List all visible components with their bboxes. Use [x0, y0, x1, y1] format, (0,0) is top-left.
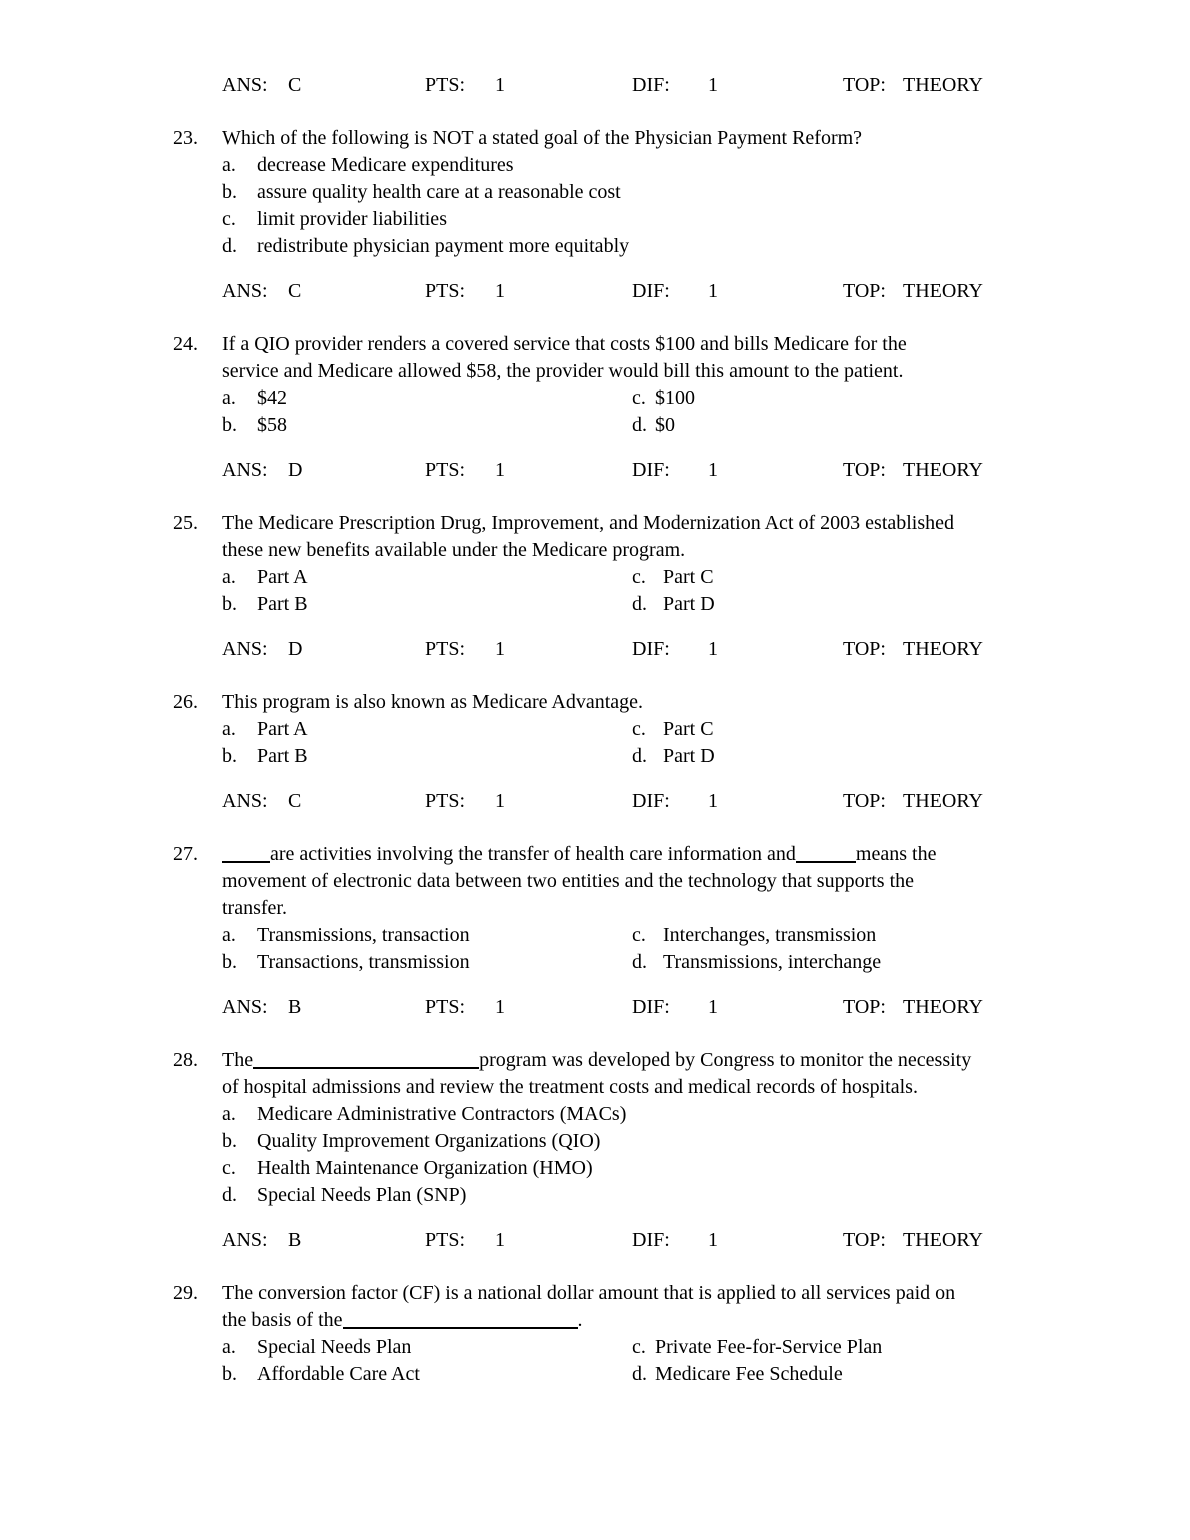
answer-row [222, 994, 1150, 1021]
option-letter: c. [632, 566, 646, 588]
pts-label: PTS: [425, 459, 466, 481]
option-letter: b. [222, 593, 237, 615]
option-row [222, 716, 1150, 743]
answer-row [222, 788, 1150, 815]
option-letter: a. [222, 1336, 236, 1358]
question-25 [173, 510, 1150, 663]
dif-label: DIF: [632, 638, 670, 660]
option-letter: c. [632, 387, 646, 409]
question-number: 25. [173, 512, 198, 534]
top-label: TOP: [843, 638, 886, 660]
question-text: If a QIO provider renders a covered service that costs $100 and bills Medicare for the [222, 333, 907, 355]
option-row [222, 743, 1150, 770]
pts-label: PTS: [425, 790, 466, 812]
top-label: TOP: [843, 790, 886, 812]
question-text: transfer. [222, 897, 287, 919]
option-text: Part D [663, 593, 715, 615]
fill-in-blank [343, 1307, 578, 1329]
option-d [632, 412, 675, 439]
option-text: redistribute physician payment more equitably [257, 235, 630, 257]
option-letter: d. [632, 951, 647, 973]
top-value: THEORY [903, 638, 983, 660]
answer-row [222, 636, 1150, 663]
option-letter: b. [222, 1130, 237, 1152]
option-text: Special Needs Plan (SNP) [257, 1184, 467, 1206]
dif-label: DIF: [632, 790, 670, 812]
option-letter: a. [222, 718, 236, 740]
option-text: $42 [257, 387, 287, 409]
top-label: TOP: [843, 74, 886, 96]
option-a [222, 152, 1150, 179]
question-number: 23. [173, 127, 198, 149]
fill-in-blank [253, 1047, 479, 1069]
option-c [222, 206, 1150, 233]
option-b [222, 179, 1150, 206]
question-text: service and Medicare allowed $58, the provider would bill this amount to the patient. [222, 360, 904, 382]
option-c [222, 1155, 1150, 1182]
option-letter: a. [222, 566, 236, 588]
option-letter: d. [632, 593, 647, 615]
option-text: limit provider liabilities [257, 208, 447, 230]
question-number: 29. [173, 1282, 198, 1304]
option-text: decrease Medicare expenditures [257, 154, 514, 176]
question-text [222, 1307, 1150, 1334]
dif-value: 1 [708, 459, 718, 481]
option-letter: d. [632, 1363, 647, 1385]
ans-value: C [288, 74, 302, 96]
option-text: Part A [257, 566, 308, 588]
option-a [222, 1334, 632, 1361]
option-c [632, 716, 714, 743]
option-text: Part D [663, 745, 715, 767]
option-b [222, 1128, 1150, 1155]
option-letter: d. [632, 414, 647, 436]
question-text-segment: are activities involving the transfer of health care information and [270, 843, 796, 865]
option-d [632, 949, 881, 976]
option-row [222, 591, 1150, 618]
option-row [222, 385, 1150, 412]
question-23 [173, 125, 1150, 305]
question-text: these new benefits available under the Medicare program. [222, 539, 686, 561]
top-label: TOP: [843, 459, 886, 481]
option-row [222, 949, 1150, 976]
ans-value: D [288, 459, 303, 481]
option-c [632, 1334, 882, 1361]
question-number: 28. [173, 1049, 198, 1071]
pts-label: PTS: [425, 638, 466, 660]
question-number: 24. [173, 333, 198, 355]
question-text: movement of electronic data between two entities and the technology that supports the [222, 870, 915, 892]
option-letter: a. [222, 1103, 236, 1125]
answer-row [222, 1227, 1150, 1254]
option-c [632, 385, 695, 412]
answer-row [222, 72, 1150, 99]
ans-value: D [288, 638, 303, 660]
dif-label: DIF: [632, 1229, 670, 1251]
option-text: Medicare Fee Schedule [655, 1363, 843, 1385]
option-letter: b. [222, 181, 237, 203]
ans-label: ANS: [222, 996, 268, 1018]
pts-value: 1 [495, 280, 505, 302]
option-d [222, 233, 1150, 260]
option-a [222, 564, 632, 591]
answer-row [222, 278, 1150, 305]
option-row [222, 1361, 1150, 1388]
option-letter: c. [632, 924, 646, 946]
question-26 [173, 689, 1150, 815]
option-d [632, 1361, 843, 1388]
dif-label: DIF: [632, 459, 670, 481]
option-d [222, 1182, 1150, 1209]
question-28 [173, 1047, 1150, 1254]
option-text: Medicare Administrative Contractors (MACs) [257, 1103, 627, 1125]
pts-label: PTS: [425, 996, 466, 1018]
option-letter: d. [632, 745, 647, 767]
question-text: The conversion factor (CF) is a national dollar amount that is applied to all services paid on [222, 1282, 956, 1304]
option-letter: c. [632, 718, 646, 740]
option-letter: b. [222, 951, 237, 973]
top-label: TOP: [843, 280, 886, 302]
question-text: of hospital admissions and review the treatment costs and medical records of hospitals. [222, 1076, 918, 1098]
dif-value: 1 [708, 74, 718, 96]
pts-label: PTS: [425, 1229, 466, 1251]
option-letter: b. [222, 745, 237, 767]
option-text: Health Maintenance Organization (HMO) [257, 1157, 593, 1179]
option-a [222, 716, 632, 743]
option-b [222, 1361, 632, 1388]
option-text: Part B [257, 593, 308, 615]
option-text: Part A [257, 718, 308, 740]
top-label: TOP: [843, 1229, 886, 1251]
option-row [222, 564, 1150, 591]
pts-label: PTS: [425, 74, 466, 96]
option-letter: b. [222, 414, 237, 436]
option-b [222, 412, 632, 439]
fill-in-blank [222, 841, 270, 863]
pts-value: 1 [495, 790, 505, 812]
option-b [222, 591, 632, 618]
question-text-segment: means the [855, 843, 937, 865]
ans-label: ANS: [222, 74, 268, 96]
option-b [222, 949, 632, 976]
question-text: This program is also known as Medicare Advantage. [222, 691, 644, 713]
option-letter: d. [222, 235, 237, 257]
question-text [222, 1047, 1150, 1074]
pts-value: 1 [495, 1229, 505, 1251]
option-text: Private Fee-for-Service Plan [655, 1336, 883, 1358]
dif-value: 1 [708, 996, 718, 1018]
pts-value: 1 [495, 638, 505, 660]
question-text-segment: program was developed by Congress to monitor the necessity [479, 1049, 972, 1071]
question-number: 27. [173, 843, 198, 865]
top-label: TOP: [843, 996, 886, 1018]
option-d [632, 743, 715, 770]
ans-label: ANS: [222, 638, 268, 660]
option-text: Special Needs Plan [257, 1336, 412, 1358]
question-27 [173, 841, 1150, 1021]
ans-label: ANS: [222, 790, 268, 812]
option-text: $0 [655, 414, 675, 436]
ans-value: C [288, 280, 302, 302]
pts-value: 1 [495, 459, 505, 481]
ans-label: ANS: [222, 1229, 268, 1251]
question-text [222, 841, 1150, 868]
option-text: Interchanges, transmission [663, 924, 877, 946]
pts-value: 1 [495, 996, 505, 1018]
option-text: Transmissions, transaction [257, 924, 470, 946]
option-b [222, 743, 632, 770]
option-text: assure quality health care at a reasonable cost [257, 181, 621, 203]
answer-row [222, 457, 1150, 484]
option-text: Affordable Care Act [257, 1363, 420, 1385]
option-letter: a. [222, 924, 236, 946]
dif-value: 1 [708, 638, 718, 660]
pts-value: 1 [495, 74, 505, 96]
question-29 [173, 1280, 1150, 1388]
dif-label: DIF: [632, 74, 670, 96]
ans-label: ANS: [222, 280, 268, 302]
question-number: 26. [173, 691, 198, 713]
dif-label: DIF: [632, 996, 670, 1018]
option-letter: c. [222, 1157, 236, 1179]
ans-value: C [288, 790, 302, 812]
option-a [222, 922, 632, 949]
option-text: Part B [257, 745, 308, 767]
top-value: THEORY [903, 459, 983, 481]
question-24 [173, 331, 1150, 484]
option-c [632, 564, 714, 591]
option-row [222, 412, 1150, 439]
question-text: Which of the following is NOT a stated goal of the Physician Payment Reform? [222, 127, 863, 149]
option-text: $100 [655, 387, 695, 409]
option-text: Quality Improvement Organizations (QIO) [257, 1130, 601, 1152]
option-letter: a. [222, 387, 236, 409]
question-text: The Medicare Prescription Drug, Improvement, and Modernization Act of 2003 established [222, 512, 955, 534]
option-text: $58 [257, 414, 287, 436]
option-row [222, 1334, 1150, 1361]
option-text: Part C [663, 566, 714, 588]
question-text-segment: the basis of the [222, 1309, 343, 1331]
top-value: THEORY [903, 280, 983, 302]
option-a [222, 385, 632, 412]
option-letter: b. [222, 1363, 237, 1385]
option-text: Transmissions, interchange [663, 951, 882, 973]
option-letter: a. [222, 154, 236, 176]
option-text: Part C [663, 718, 714, 740]
option-letter: c. [222, 208, 236, 230]
dif-value: 1 [708, 280, 718, 302]
top-value: THEORY [903, 790, 983, 812]
option-letter: c. [632, 1336, 646, 1358]
ans-value: B [288, 996, 302, 1018]
pts-label: PTS: [425, 280, 466, 302]
ans-label: ANS: [222, 459, 268, 481]
question-text-segment: . [577, 1309, 583, 1331]
dif-label: DIF: [632, 280, 670, 302]
option-letter: d. [222, 1184, 237, 1206]
option-d [632, 591, 715, 618]
top-value: THEORY [903, 74, 983, 96]
option-text: Transactions, transmission [257, 951, 470, 973]
fill-in-blank [796, 841, 856, 863]
question-text-segment: The [222, 1049, 254, 1071]
top-value: THEORY [903, 1229, 983, 1251]
dif-value: 1 [708, 790, 718, 812]
ans-value: B [288, 1229, 302, 1251]
dif-value: 1 [708, 1229, 718, 1251]
top-value: THEORY [903, 996, 983, 1018]
option-a [222, 1101, 1150, 1128]
option-row [222, 922, 1150, 949]
option-c [632, 922, 876, 949]
